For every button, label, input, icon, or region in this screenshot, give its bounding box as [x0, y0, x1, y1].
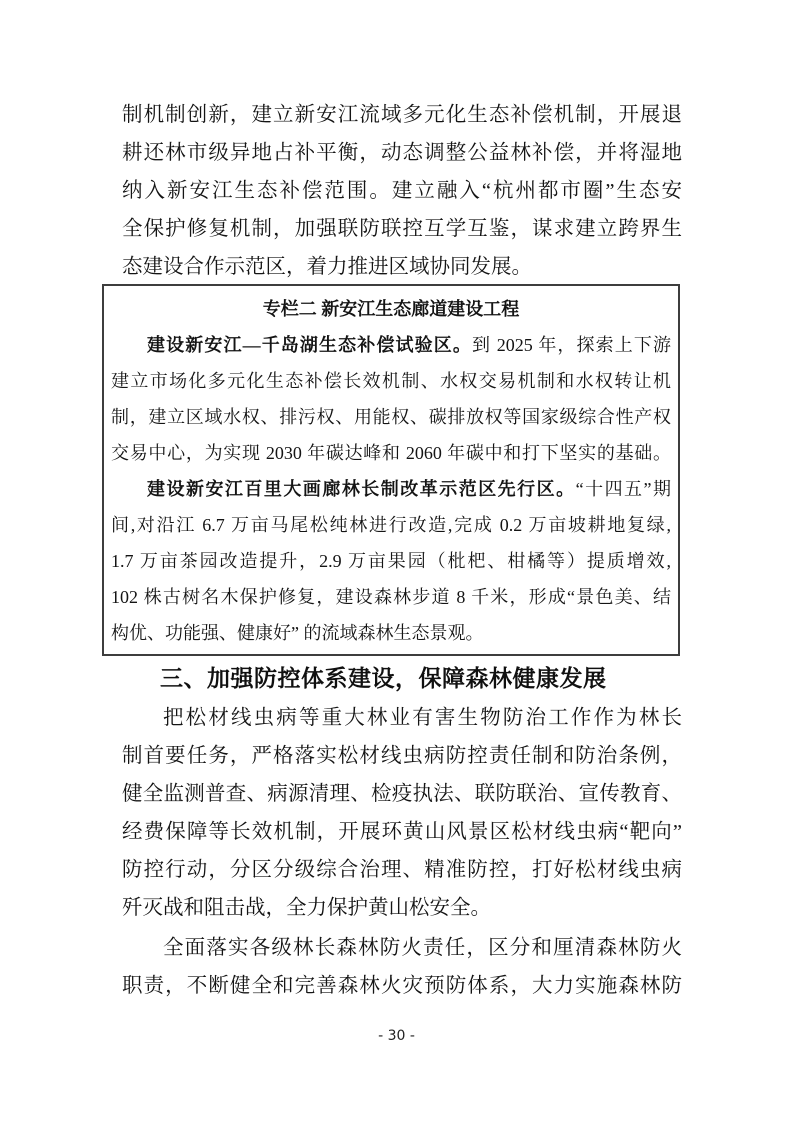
text-line: 纳入新安江生态补偿范围。建立融入“杭州都市圈”生态安 [122, 180, 682, 202]
text-line [111, 327, 671, 363]
bold-lead-text: 建设新安江百里大画廊林长制改革示范区先行区。 [147, 479, 576, 499]
text-line: 把松材线虫病等重大林业有害生物防治工作作为林长 [163, 707, 682, 729]
text-line: 歼灭战和阻击战，全力保护黄山松安全。 [122, 897, 491, 919]
text-line: 全面落实各级林长森林防火责任，区分和厘清森林防火 [163, 937, 682, 959]
paragraph-eco-compensation [122, 96, 682, 286]
text-line: 经费保障等长效机制，开展环黄山风景区松材线虫病“靶向” [122, 821, 682, 843]
text-line: 构优、功能强、健康好” 的流域森林生态景观。 [111, 623, 484, 643]
callout-title: 专栏二 新安江生态廊道建设工程 [262, 299, 520, 319]
text-line: 建立市场化多元化生态补偿长效机制、水权交易机制和水权转让机 [111, 371, 671, 391]
text-line: 制首要任务，严格落实松材线虫病防控责任制和防治条例， [122, 745, 682, 767]
text-line: 健全监测普查、病源清理、检疫执法、联防联治、宣传教育、 [122, 783, 682, 805]
text-run: “十四五”期 [575, 479, 671, 499]
paragraph-pest-control [122, 699, 682, 927]
text-line: 职责，不断健全和完善森林火灾预防体系，大力实施森林防 [122, 975, 682, 997]
text-line: 1.7 万亩茶园改造提升，2.9 万亩果园（枇杷、柑橘等）提质增效, [111, 551, 671, 571]
text-line: 态建设合作示范区，着力推进区域协同发展。 [122, 256, 532, 278]
callout-box-xinanjiang-corridor [102, 284, 680, 656]
page-number: - 30 - [378, 1028, 415, 1044]
text-line: 102 株古树名木保护修复，建设森林步道 8 千米，形成“景色美、结 [111, 587, 671, 607]
text-line: 交易中心，为实现 2030 年碳达峰和 2060 年碳中和打下坚实的基础。 [111, 443, 671, 463]
text-line: 间,对沿江 6.7 万亩马尾松纯林进行改造,完成 0.2 万亩坡耕地复绿, [111, 515, 671, 535]
text-line: 耕还林市级异地占补平衡，动态调整公益林补偿，并将湿地 [122, 142, 682, 164]
bold-lead-text: 建设新安江—千岛湖生态补偿试验区。 [147, 335, 472, 355]
text-line: 全保护修复机制，加强联防联控互学互鉴，谋求建立跨界生 [122, 218, 682, 240]
text-line [111, 471, 671, 507]
text-line: 制机制创新，建立新安江流域多元化生态补偿机制，开展退 [122, 104, 682, 126]
text-run: 到 2025 年，探索上下游 [471, 335, 671, 355]
section-heading-three: 三、加强防控体系建设，保障森林健康发展 [160, 666, 607, 692]
paragraph-fire-prevention [122, 929, 682, 1005]
text-line: 防控行动，分区分级综合治理、精准防控，打好松材线虫病 [122, 859, 682, 881]
text-line: 制，建立区域水权、排污权、用能权、碳排放权等国家级综合性产权 [111, 407, 671, 427]
